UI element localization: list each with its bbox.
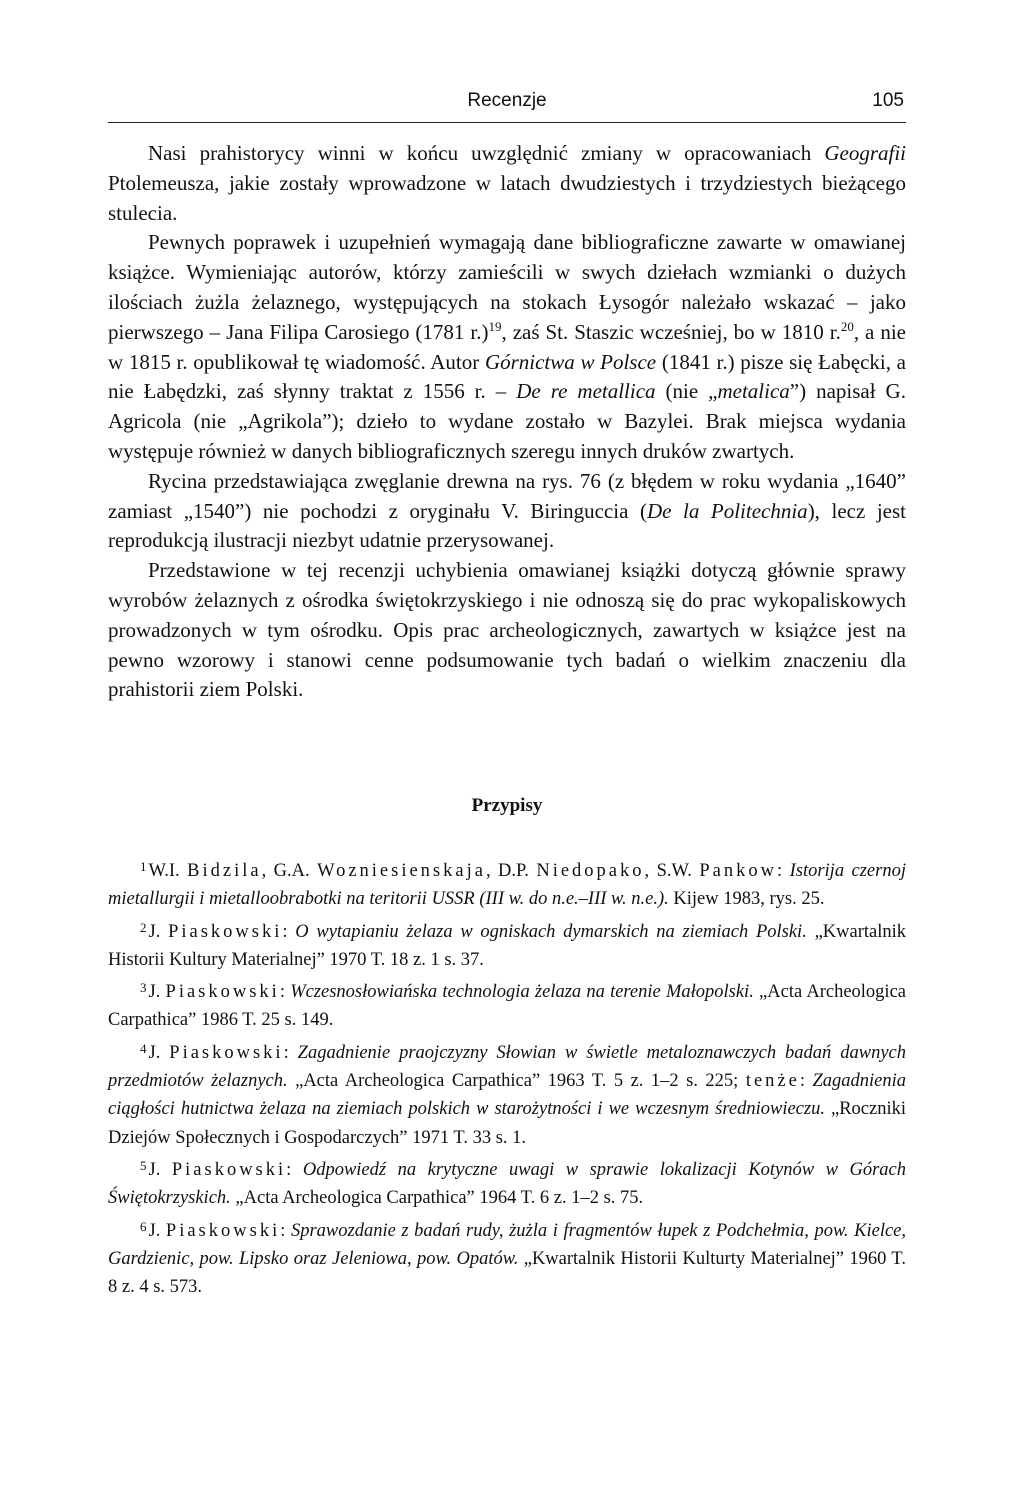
text-run: : <box>286 1159 303 1180</box>
footnote-1 <box>108 853 906 914</box>
cited-title: Wczesnosłowiańska technologia żelaza na terenie Małopolski. <box>290 982 754 1003</box>
text-run: W.I. <box>148 861 188 881</box>
author-name: Piaskowski <box>169 1042 284 1063</box>
text-run: J. <box>148 1042 170 1063</box>
author-name: Piaskowski <box>165 1220 281 1241</box>
author-name: Bidzila <box>187 861 262 881</box>
page-number: 105 <box>872 90 904 111</box>
text-run: J. <box>148 1159 172 1180</box>
paragraph-1 <box>108 139 906 228</box>
footnote-5 <box>108 1152 906 1213</box>
paragraph-2 <box>108 228 906 466</box>
author-name: tenże <box>745 1071 800 1092</box>
footnote-number: 2 <box>140 919 147 935</box>
footnotes-heading: Przypisy <box>471 795 543 816</box>
footnote-number: 6 <box>140 1218 147 1234</box>
italic-title: metalica <box>717 379 790 404</box>
footnote-6 <box>108 1213 906 1302</box>
author-name: Wozniesienskaja <box>317 861 486 881</box>
running-title: Recenzje <box>467 90 547 111</box>
cited-title: Istorija czernoj mietallurgii i mietalloobrabotki na teritorii USSR (III w. do n.e.–III w. n.e.). <box>108 861 906 910</box>
text-run: (1841 r.) pisze się Łabęcki, a nie Łabędzki, zaś słynny traktat z 1556 r. – <box>108 349 906 404</box>
cited-title: Zagadnienie praojczyzny Słowian w świetle metaloznawczych badań dawnych przedmiotów żelaznych. <box>108 1042 907 1092</box>
italic-title: Górnictwa w Polsce <box>484 349 657 374</box>
text-run: , a nie w 1815 r. opublikował tę wiadomość. Autor <box>108 319 906 374</box>
text-run: J. <box>148 921 169 942</box>
text-run: „Roczniki Dziejów Społecznych i Gospodarczych” 1971 T. 33 s. 1. <box>108 1099 906 1148</box>
author-name: Niedopako <box>536 861 645 881</box>
text-run: ), lecz jest reprodukcją ilustracji niezbyt udatnie przerysowanej. <box>108 498 906 553</box>
cited-title: Sprawozdanie z badań rudy, żużla i fragmentów łupek z Podchełmia, pow. Kielce, Gardzienic, pow. Lipsko oraz Jeleniowa, pow. Opatów. <box>108 1220 907 1269</box>
italic-title: Geografii <box>824 141 906 165</box>
text-run: Rycina przedstawiająca zwęglanie drewna na rys. 76 (z błędem w roku wydania „1640” zamiast „1540”) nie pochodzi z oryginału V. Biringuccia ( <box>108 468 906 523</box>
text-run: ”) napisał G. Agricola (nie „Agrikola”); dzieło to wydane zostało w Bazylei. Brak miejsca wydania występuje również w danych bibliograficznych szeregu innych druków zwartych. <box>108 379 906 463</box>
author-name: Piaskowski <box>165 982 280 1003</box>
text-run: (nie „ <box>655 379 718 404</box>
footnote-ref: 20 <box>840 318 854 334</box>
running-header <box>108 86 906 123</box>
text-run: : <box>282 921 296 942</box>
text-run: „Kwartalnik Historii Kulturty Materialnej” 1960 T. 8 z. 4 s. 573. <box>108 1248 906 1298</box>
text-run: „Acta Archeologica Carpathica” 1964 T. 6 z. 1–2 s. 75. <box>230 1188 644 1209</box>
text-run: : <box>279 982 291 1003</box>
footnote-number: 5 <box>140 1157 147 1173</box>
author-name: Piaskowski <box>168 921 283 942</box>
text-run: „Acta Archeologica Carpathica” 1963 T. 5 z. 1–2 s. 225; <box>287 1071 746 1092</box>
author-name: Pankow <box>699 861 777 881</box>
author-name: Piaskowski <box>171 1159 287 1180</box>
text-run: : <box>777 861 790 881</box>
text-run: Ptolemeusza, jakie zostały wprowadzone w latach dwudziestych i trzydziestych bieżącego stulecia. <box>108 170 906 225</box>
text-run: „Acta Archeologica Carpathica” 1986 T. 25 s. 149. <box>108 982 906 1031</box>
footnote-number: 1 <box>140 859 147 874</box>
text-run: „Kwartalnik Historii Kultury Materialnej” 1970 T. 18 z. 1 s. 37. <box>108 921 907 970</box>
italic-title: De la Politechnia <box>646 498 808 523</box>
review-body <box>108 139 906 705</box>
text-run: Nasi prahistorycy winni w końcu uwzględnić zmiany w opracowaniach <box>148 141 825 165</box>
text-run: : <box>280 1220 291 1241</box>
cited-title: Odpowiedź na krytyczne uwagi w sprawie lokalizacji Kotynów w Górach Świętokrzyskich. <box>108 1159 907 1209</box>
paragraph-3 <box>108 467 906 556</box>
footnote-number: 4 <box>140 1040 147 1056</box>
footnote-3 <box>108 974 906 1035</box>
footnote-ref: 19 <box>488 318 502 334</box>
text-run: Kijew 1983, rys. 25. <box>668 889 825 910</box>
text-run: , S.W. <box>644 861 700 881</box>
footnotes-list <box>108 853 906 1301</box>
text-run: Przedstawione w tej recenzji uchybienia omawianej książki dotyczą głównie sprawy wyrobów żelaznych z ośrodka świętokrzyskiego i nie odnoszą się do prac wykopaliskowych prowadzonych w tym ośrodku. Opis prac archeologicznych, zawartych w książce jest na pewno wzorowy i stanowi cenne podsumowanie tych badań o wielkim znaczeniu dla prahistorii ziem Polski. <box>108 558 906 702</box>
text-run: : <box>283 1042 298 1063</box>
text-run: J. <box>148 1220 166 1241</box>
text-run: Pewnych poprawek i uzupełnień wymagają dane bibliograficzne zawarte w omawianej książce. Wymieniając autorów, którzy zamieścili w swych dziełach wzmianki o dużych ilościach żużla żelaznego, występujących na stokach Łysogór należało wskazać – jako pierwszego – Jana Filipa Carosiego (1781 r.) <box>108 230 906 344</box>
italic-title: De re metallica <box>516 379 656 404</box>
paragraph-4 <box>108 556 906 705</box>
cited-title: Zagadnienia ciągłości hutnictwa żelaza na ziemiach polskich w starożytności i we wczesnym średniowieczu. <box>108 1071 906 1120</box>
text-run: J. <box>148 982 166 1003</box>
text-run: : <box>799 1071 813 1092</box>
footnote-number: 3 <box>140 980 147 996</box>
text-run: , G.A. <box>261 861 318 881</box>
text-run: , D.P. <box>485 861 537 881</box>
footnote-2 <box>108 914 906 975</box>
footnote-4 <box>108 1035 906 1152</box>
cited-title: O wytapianiu żelaza w ogniskach dymarskich na ziemiach Polski. <box>295 921 807 942</box>
text-run: , zaś St. Staszic wcześniej, bo w 1810 r. <box>501 319 841 344</box>
